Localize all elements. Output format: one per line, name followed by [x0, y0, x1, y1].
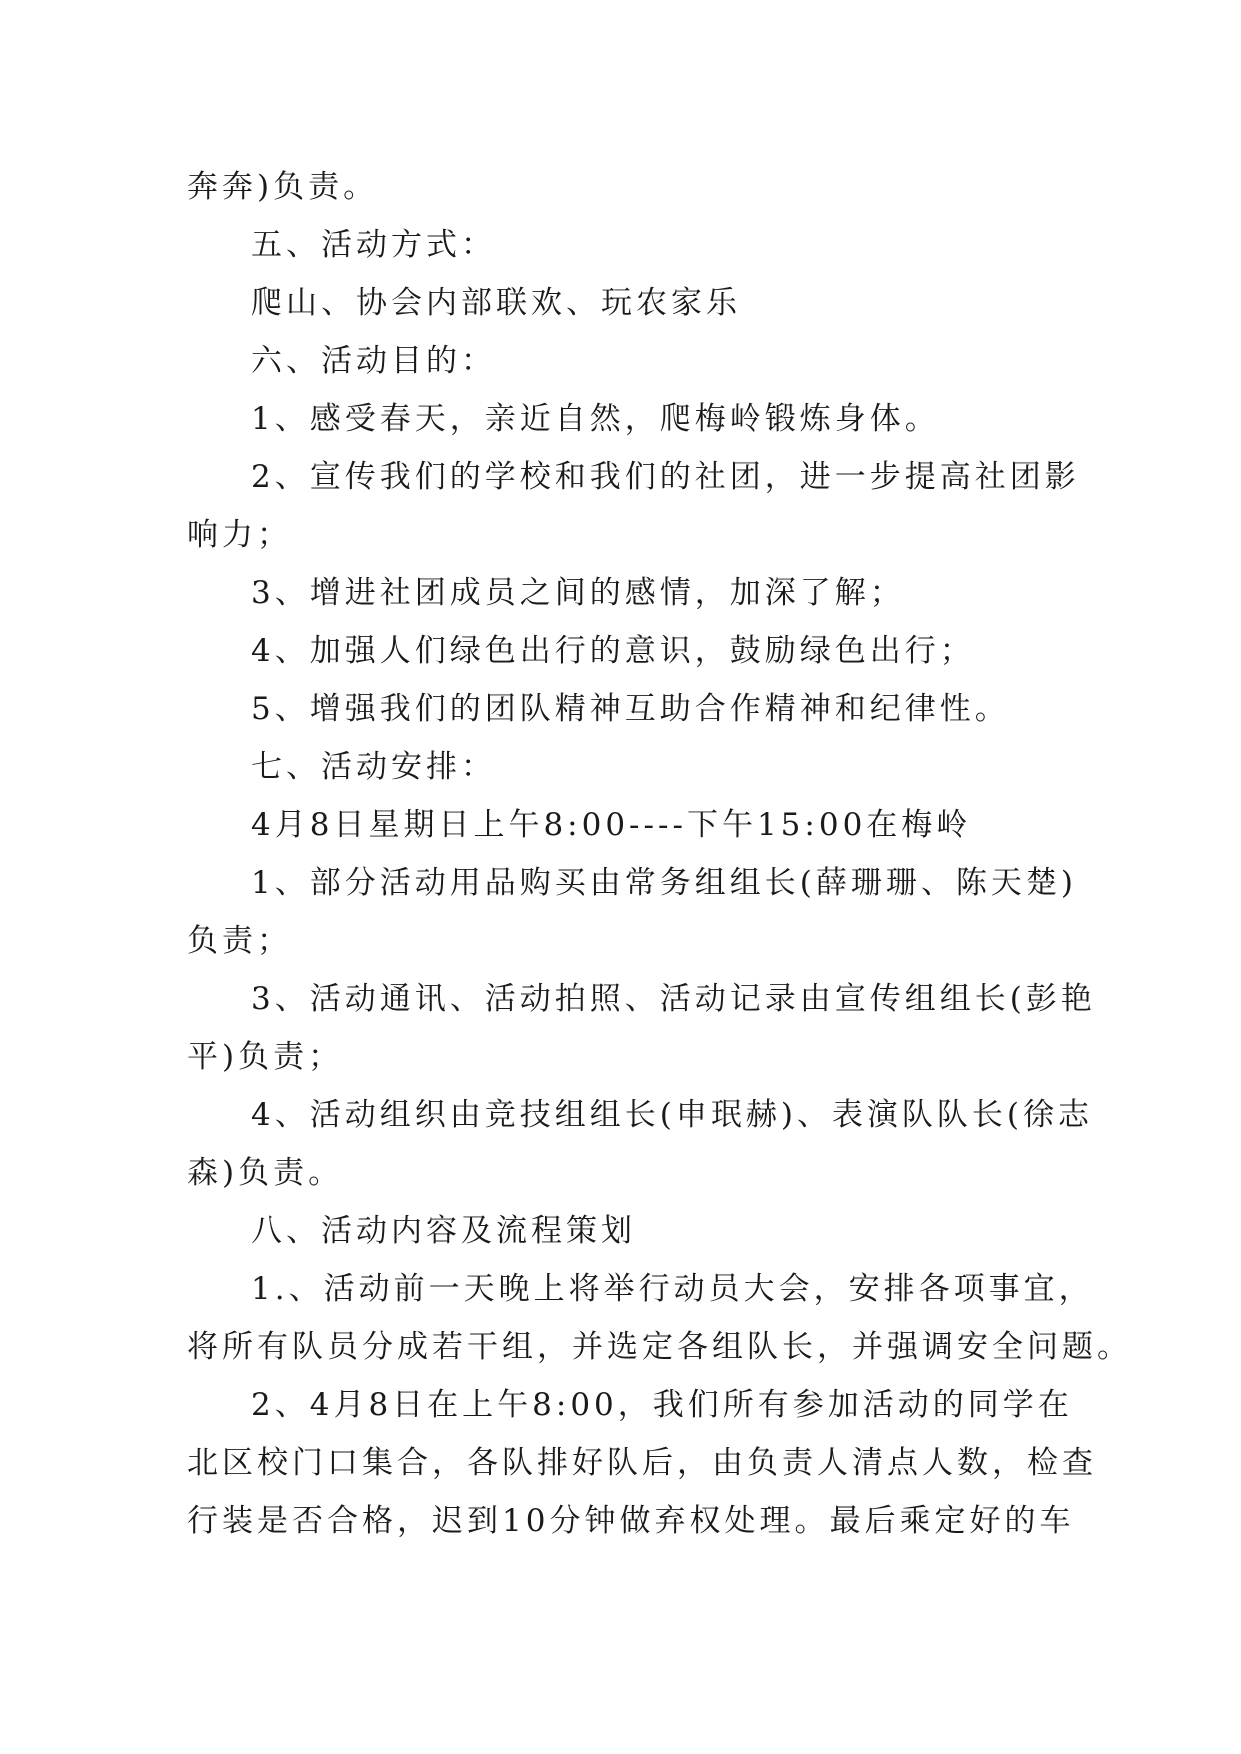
text-line: 1、感受春天，亲近自然，爬梅岭锻炼身体。 [251, 401, 940, 437]
text-line: 将所有队员分成若干组，并选定各组队长，并强调安全问题。 [187, 1329, 1132, 1365]
text-line: 4月8日星期日上午8:00----下午15:00在梅岭 [251, 807, 972, 843]
text-line: 3、活动通讯、活动拍照、活动记录由宣传组组长(彭艳 [251, 981, 1096, 1017]
text-line: 五、活动方式： [251, 227, 496, 263]
text-line: 七、活动安排： [251, 749, 496, 785]
text-line: 4、活动组织由竞技组组长(申珉赫)、表演队队长(徐志 [251, 1097, 1094, 1133]
text-line: 3、增进社团成员之间的感情，加深了解； [251, 575, 905, 611]
text-line: 负责； [187, 923, 292, 959]
text-line: 4、加强人们绿色出行的意识，鼓励绿色出行； [251, 633, 975, 669]
text-line: 爬山、协会内部联欢、玩农家乐 [251, 285, 741, 321]
document-body [187, 158, 1132, 1550]
text-line: 奔奔)负责。 [187, 169, 379, 205]
text-line: 响力； [187, 517, 292, 553]
text-line: 森)负责。 [187, 1155, 344, 1191]
text-line: 5、增强我们的团队精神互助合作精神和纪律性。 [251, 691, 1010, 727]
text-line: 六、活动目的： [251, 343, 496, 379]
text-line: 2、宣传我们的学校和我们的社团，进一步提高社团影 [251, 459, 1080, 495]
text-line: 北区校门口集合，各队排好队后，由负责人清点人数，检查 [187, 1445, 1097, 1481]
text-line: 1、部分活动用品购买由常务组组长(薛珊珊、陈天楚) [251, 865, 1077, 901]
text-line: 2、4月8日在上午8:00，我们所有参加活动的同学在 [251, 1387, 1073, 1423]
text-line: 行装是否合格，迟到10分钟做弃权处理。最后乘定好的车 [187, 1503, 1075, 1539]
text-line: 1.、活动前一天晚上将举行动员大会，安排各项事宜， [251, 1271, 1094, 1307]
text-line: 平)负责； [187, 1039, 344, 1075]
text-line: 八、活动内容及流程策划 [251, 1213, 636, 1249]
